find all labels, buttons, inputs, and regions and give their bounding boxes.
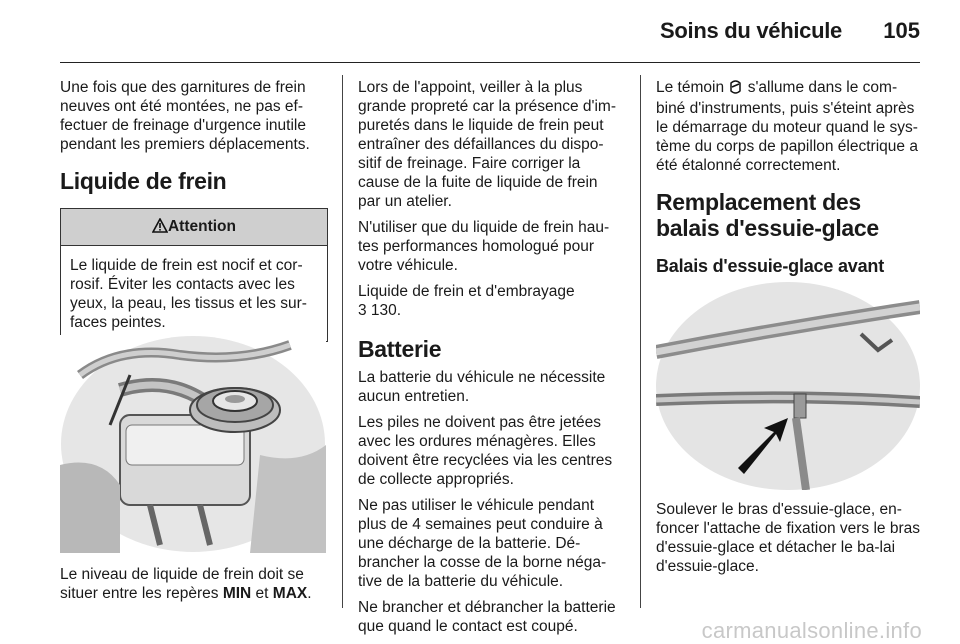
- fluid-type-paragraph: N'utiliser que du liquide de frein hau-tes performances homologué pour votre véhicule.: [358, 219, 610, 274]
- column-divider: [640, 75, 641, 608]
- indicator-text-end: s'allume dans le com-biné d'instruments, puis s'éteint après le démarrage du moteur quand le sys-tème du corps de papillon électrique a été étalonné correctement.: [656, 79, 918, 174]
- warning-box: [60, 208, 328, 342]
- min-marker: MIN: [222, 585, 252, 602]
- refill-paragraph: Lors de l'appoint, veiller à la plus grande propreté car la présence d'im-puretés dans le liquide de frein peut entraîner des défaillances du dispo-sitif de freinage. Faire corriger la cause de la fuite de liquide de frein par un atelier.: [358, 79, 616, 210]
- warning-header: [61, 209, 327, 246]
- intro-paragraph: Une fois que des garnitures de frein neuves ont été montées, ne pas ef-fectuer de freinage d'urgence inutile pendant les premiers déplacements.: [60, 79, 310, 153]
- battery-paragraph-4: Ne brancher et débrancher la batterie que quand le contact est coupé.: [358, 599, 616, 635]
- indicator-paragraph: [656, 78, 922, 175]
- reference-paragraph: [358, 282, 624, 320]
- column-2: [358, 78, 624, 643]
- page-reference-icon[interactable]: 3: [358, 302, 367, 319]
- battery-heading: Batterie: [358, 336, 442, 362]
- caption-connector: et: [251, 585, 273, 602]
- column-3: [656, 78, 922, 289]
- reference-text: Liquide de frein et d'embrayage: [358, 283, 575, 300]
- wiper-caption: Soulever le bras d'essuie-glace, en-foncer l'attache de fixation vers le bras d'essuie-glace et détacher le ba-lai d'essuie-glace.: [656, 501, 921, 575]
- watermark: carmanualsonline.info: [701, 618, 922, 643]
- throttle-warning-icon: [728, 80, 743, 99]
- page-number: 105: [883, 18, 920, 43]
- reservoir-caption: [60, 565, 332, 603]
- brake-fluid-reservoir-image: [60, 335, 326, 553]
- column-1: [60, 78, 328, 342]
- caption-end: .: [307, 585, 312, 602]
- battery-paragraph-3: Ne pas utiliser le véhicule pendant plus de 4 semaines peut conduire à une décharge de la batterie. Dé-brancher la cosse de la borne néga-tive de la batterie du véhicule.: [358, 497, 607, 590]
- caption-text: Le niveau de liquide de frein doit se situer entre les repères: [60, 566, 304, 602]
- column-divider: [342, 75, 343, 608]
- wiper-blade-image: [656, 282, 920, 490]
- wiper-heading: Remplacement des balais d'essuie-glace: [656, 189, 879, 241]
- max-marker: MAX: [272, 585, 308, 602]
- page-header: [60, 0, 920, 63]
- battery-paragraph-2: Les piles ne doivent pas être jetées avec les ordures ménagères. Elles doivent être recyclées via les centres de collecte appropriés.: [358, 414, 613, 488]
- page-reference[interactable]: 130.: [366, 302, 402, 319]
- warning-icon: [152, 211, 168, 247]
- front-wiper-subheading: Balais d'essuie-glace avant: [656, 256, 884, 276]
- section-title: Soins du véhicule: [660, 18, 842, 43]
- battery-paragraph-1: La batterie du véhicule ne nécessite aucun entretien.: [358, 369, 606, 405]
- brake-fluid-heading: Liquide de frein: [60, 168, 227, 194]
- indicator-text-start: Le témoin: [656, 79, 729, 96]
- warning-label: Attention: [167, 218, 236, 235]
- warning-text: Le liquide de frein est nocif et cor-rosif. Éviter les contacts avec les yeux, la peau, les tissus et les sur-faces peintes.: [70, 257, 307, 331]
